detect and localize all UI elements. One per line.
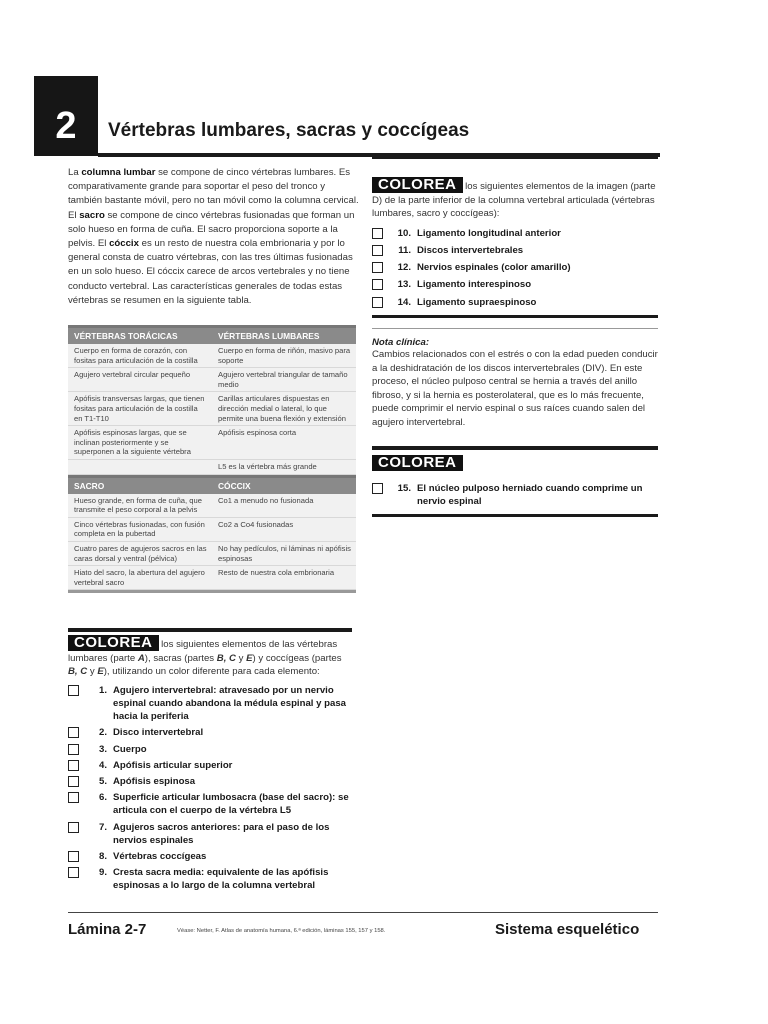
table-row: [68, 460, 356, 475]
instruction-text: E: [246, 652, 253, 664]
item-number: 13.: [397, 279, 411, 291]
item-number: 6.: [98, 792, 107, 804]
table-row: [68, 518, 356, 542]
instruction-text: y: [235, 652, 247, 664]
colorea-banner: COLOREA: [372, 177, 463, 193]
item-number: 15.: [397, 483, 411, 494]
checkbox[interactable]: [372, 279, 383, 290]
colorea-instructions-text: los siguientes elementos de la imagen (parte D) de la parte inferior de la columna vertebral articulada (vértebras lumbares, sacro y coccígeas):: [372, 181, 656, 220]
note-rule: [372, 328, 658, 329]
item-label: Ligamento interespinoso: [417, 279, 532, 291]
table-cell: Apófisis espinosas largas, que se inclinan posteriormente y se superponen a la siguiente vértebra: [74, 428, 191, 457]
instruction-text: los siguientes elementos de las vértebras lumbares (parte: [68, 639, 338, 664]
table-cell: Carillas articulares dispuestas en dirección medial o lateral, lo que permite una buena flexión y extensión: [218, 394, 346, 423]
table-row: [68, 566, 356, 590]
checkbox[interactable]: [68, 851, 79, 862]
table-cell: L5 es la vértebra más grande: [218, 461, 317, 471]
intro-text: sacro: [79, 209, 105, 221]
instruction-text: ), utilizando un color diferente para cada elemento:: [103, 666, 320, 678]
checklist-item: [372, 261, 658, 274]
item-number: 7.: [98, 821, 107, 833]
table-cell: No hay pedículos, ni láminas ni apófisis espinosas: [218, 543, 351, 563]
intro-text: cóccix: [109, 238, 139, 250]
clinical-note-text: Cambios relacionados con el estrés o con la edad pueden conducir a la deshidratación de los discos intervertebrales (DIV). En este proceso, el núcleo pulposo central se hernia a través del anillo fibroso, y si la hernia es posterolateral, que es lo más frecuente, puede comprimir el nervio espinal o sus raíces cuando salen del agujero intervertebral.: [372, 349, 658, 428]
item-number: 10.: [397, 227, 411, 239]
item-label: Disco intervertebral: [113, 727, 204, 739]
colorea-banner: COLOREA: [372, 455, 463, 471]
instruction-text: E: [97, 666, 104, 678]
instruction-text: y: [87, 666, 98, 678]
instruction-text: A: [137, 652, 145, 664]
table-row: [68, 344, 356, 368]
checkbox[interactable]: [372, 245, 383, 256]
clinical-note: [372, 328, 658, 430]
checklist-item: [68, 759, 352, 772]
table-row: [68, 368, 356, 392]
item-number: 8.: [98, 851, 107, 863]
colorea-instructions: [372, 177, 658, 221]
checklist-item: [68, 850, 352, 863]
colorea-heading: [372, 454, 658, 472]
instruction-text: ) y coccígeas (partes: [252, 652, 342, 664]
colorea-banner: COLOREA: [68, 635, 159, 651]
checkbox[interactable]: [372, 228, 383, 239]
intro-text: es un resto de nuestra cola embrionaria y por lo general consta de cuatro vértebras, con las tres últimas fusionadas en un solo hueso. El cóccix carece de arcos vertebrales y no tiene conducto vertebral. Las características generales de todas estas vértebras se resumen en la siguiente tabla.: [68, 238, 353, 306]
item-label: Apófisis espinosa: [113, 776, 196, 787]
checklist-item: [68, 821, 352, 847]
intro-text: columna lumbar: [81, 167, 156, 178]
checkbox[interactable]: [372, 262, 383, 273]
checkbox[interactable]: [68, 867, 79, 878]
instruction-text: ), sacras (partes: [144, 652, 217, 664]
item-number: 12.: [397, 262, 411, 274]
section-rule: [68, 628, 352, 632]
checkbox[interactable]: [68, 760, 79, 771]
checkbox[interactable]: [372, 297, 383, 308]
table-cell: Apófisis espinosa corta: [218, 428, 297, 438]
item-number: 4.: [98, 759, 107, 771]
table-cell: Co1 a menudo no fusionada: [218, 495, 314, 505]
colorea-instructions: [68, 635, 352, 679]
clinical-note-title: Nota clínica:: [372, 337, 430, 348]
checklist-item: [68, 684, 352, 724]
checklist-item: [68, 743, 352, 756]
checklist-item: [372, 482, 658, 508]
table-cell: Agujero vertebral triangular de tamaño medio: [218, 370, 348, 389]
checklist-item: [372, 296, 658, 309]
footer-rule: [68, 912, 658, 913]
table-cell: Agujero vertebral circular pequeño: [74, 370, 191, 380]
checkbox[interactable]: [68, 685, 79, 696]
section-rule: [372, 514, 658, 517]
item-label: Agujeros sacros anteriores: para el paso de los nervios espinales: [113, 821, 330, 846]
item-label: Ligamento supraespinoso: [417, 296, 537, 308]
table-header-row: [68, 325, 356, 344]
colorea-section-column: [372, 155, 658, 318]
section-rule: [372, 315, 658, 318]
table-header-cell: VÉRTEBRAS TORÁCICAS: [74, 331, 178, 341]
checkbox[interactable]: [68, 822, 79, 833]
section-rule: [372, 155, 658, 159]
item-label: Superficie articular lumbosacra (base del sacro): se articula con el cuerpo de la vértebra L5: [113, 792, 349, 817]
table-cell: Co2 a Co4 fusionadas: [218, 519, 294, 529]
table-cell: Apófisis transversas largas, que tienen fositas para articulación de la costilla en T1-T10: [74, 394, 205, 423]
intro-text: La: [68, 167, 82, 178]
table-header-cell: CÓCCIX: [218, 480, 251, 491]
instruction-text: B, C: [216, 652, 236, 664]
item-label: Cuerpo: [113, 743, 147, 755]
section-rule: [372, 446, 658, 450]
checklist: [372, 227, 658, 309]
table-cell: Resto de nuestra cola embrionaria: [218, 568, 335, 578]
item-number: 9.: [98, 867, 107, 879]
checklist: [68, 684, 352, 893]
item-label: Vértebras coccígeas: [113, 851, 207, 863]
chapter-number: 2: [34, 76, 98, 156]
table-cell: [68, 460, 212, 474]
checkbox[interactable]: [68, 792, 79, 803]
checkbox[interactable]: [68, 727, 79, 738]
intro-text: se compone de cinco vértebras fusionadas que forman un solo hueso en forma de cuña. El sacro proporciona soporte a la pelvis. El: [68, 209, 355, 250]
checkbox[interactable]: [68, 776, 79, 787]
item-number: 2.: [98, 727, 107, 739]
checkbox[interactable]: [372, 483, 383, 494]
item-number: 5.: [98, 776, 107, 787]
table-header-cell: SACRO: [74, 480, 105, 491]
checklist: [372, 482, 658, 508]
checklist-item: [372, 227, 658, 240]
item-label: Cresta sacra media: equivalente de las apófisis espinosas a lo largo de la columna vertebral: [113, 867, 329, 892]
table-row: [68, 494, 356, 518]
intro-paragraph: [68, 166, 360, 308]
section-name: Sistema esquelético: [495, 921, 640, 938]
item-label: Apófisis articular superior: [113, 759, 233, 771]
table-row: [68, 392, 356, 426]
item-label: Agujero intervertebral: atravesado por un nervio espinal cuando abandona la médula espinal y pasa hacia la periferia: [113, 684, 346, 723]
instruction-text: B, C: [68, 666, 88, 678]
item-label: Discos intervertebrales: [417, 244, 524, 256]
colorea-section-hernia: [372, 446, 658, 517]
intro-text: se compone de cinco vértebras lumbares. Es comparativamente grande para soportar el peso del tronco y también bastante móvil, pero no tan móvil como la columna cervical. El: [68, 167, 359, 221]
colorea-section-vertebrae: [68, 628, 352, 896]
reference-note: Véase: Netter, F. Atlas de anatomía humana, 6.ª edición, láminas 155, 157 y 158.: [177, 928, 386, 934]
page-title: Vértebras lumbares, sacras y coccígeas: [108, 120, 470, 141]
checklist-item: [68, 866, 352, 892]
item-label: El núcleo pulposo herniado cuando comprime un nervio espinal: [417, 483, 643, 508]
table-cell: Hiato del sacro, la abertura del agujero vertebral sacro: [74, 568, 205, 587]
item-number: 14.: [397, 296, 411, 308]
table-cell: Cuerpo en forma de corazón, con fositas para articulación de la costilla: [74, 346, 198, 365]
checklist-item: [372, 244, 658, 257]
item-label: Nervios espinales (color amarillo): [417, 262, 571, 274]
checklist-item: [68, 726, 352, 739]
table-cell: Cinco vértebras fusionadas, con fusión completa en la pubertad: [74, 519, 205, 539]
table-row: [68, 542, 356, 566]
checklist-item: [372, 278, 658, 291]
item-number: 11.: [398, 244, 411, 256]
table-header-cell: VÉRTEBRAS LUMBARES: [218, 331, 320, 341]
plate-number: Lámina 2-7: [68, 921, 147, 938]
table-cell: Hueso grande, en forma de cuña, que transmite el peso corporal a la pelvis: [74, 495, 202, 515]
table-header-row: [68, 475, 356, 494]
checkbox[interactable]: [68, 744, 79, 755]
checklist-item: [68, 775, 352, 788]
item-label: Ligamento longitudinal anterior: [417, 227, 561, 239]
item-number: 3.: [98, 743, 107, 755]
table-cell: Cuerpo en forma de riñón, masivo para soporte: [218, 346, 351, 365]
item-number: 1.: [98, 684, 107, 696]
table-cell: Cuatro pares de agujeros sacros en las caras dorsal y ventral (pélvica): [74, 543, 207, 563]
checklist-item: [68, 791, 352, 817]
table-row: [68, 426, 356, 460]
vertebrae-comparison-table: [68, 325, 356, 593]
